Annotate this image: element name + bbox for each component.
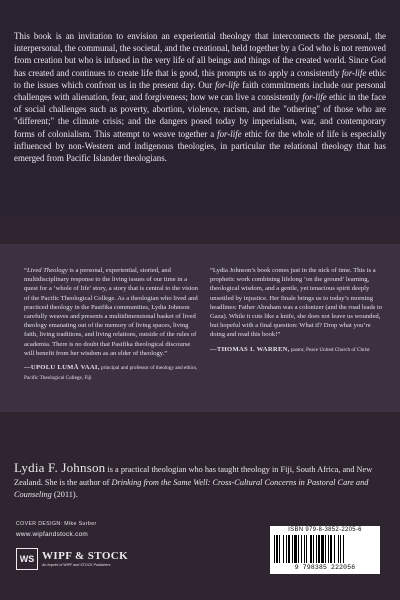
author-bio — [14, 462, 386, 502]
isbn-number: 9 798385 222056 — [294, 564, 356, 571]
description-text: This book is an invitation to envision an experiential theology that interconnects the personal, the interpersonal, the communal, the societal, and the creational, held together by a God who is not removed from creation but who is infused in the very life of all beings and things of the created world. Since God has created and continues to create life that is good, this prompts us to apply a consistently — [14, 31, 386, 78]
endorsement-body: is a personal, experiential, storied, and multidisciplinary response to the living issues of our time in a quest for a ‘whole of life’ story, a story that is central to the vision of the Pacific Theological College. As a theologian who lived and practiced theology in the Pasifika communities, Lydia Johnson carefully weaves and presents a multidimensional basket of lived theology emanating out of the memory of living spaces, living faith, living traditions, and living relations, outside of the rules of academia. There is no doubt that Pasifika theological discourse will benefit from her wisdom as an elder of theology.” — [24, 267, 198, 357]
publisher-website: www.wipfandstock.com — [16, 531, 89, 538]
endorsement-right-text: “Lydia Johnson’s book comes just in the nick of time. This is a prophetic work combining lifelong ‘on the ground’ learning, theological wisdom, and a gentle, yet tenacious spirit deeply unsettled by injustice. Her finale brings us to today’s morning headlines: Father Abraham was a colonizer (and the road leads to Gaza). While it cuts like a knife, she does not leave us wounded, but hopeful with a final question: What if? Drop what you’re doing and read this book!” — [210, 267, 383, 339]
isbn-label: ISBN 979-8-3852-2205-6 — [288, 527, 362, 533]
endorser-title: pastor, Peace United Church of Christ — [289, 346, 370, 353]
endorser-name: —THOMAS I. WARREN, — [210, 345, 290, 353]
description-text: ethic in the face of social challenges such as poverty, abortion, violence, racism, and the "othering" of those who are "different;" the climate crisis; and the dangers posed today by imperialism, war, and contemporary forms of colonialism. This attempt to weave together a — [14, 92, 386, 139]
quoted-book-title: Lived Theology — [26, 267, 68, 274]
cover-design-credit: COVER DESIGN: Mike Surber — [16, 521, 97, 527]
description-text: ethic to the issues which confront us in the present day. Our — [14, 67, 386, 90]
endorser-title: principal and professor of theology and ethics, Pacific Theological College, Fiji — [24, 365, 198, 382]
endorsement-right — [210, 266, 386, 355]
book-description — [14, 30, 386, 164]
description-emphasis: for-life — [302, 92, 327, 103]
endorsement-left-text — [24, 266, 200, 358]
publisher-name: WIPF & STOCK — [42, 550, 129, 562]
description-emphasis: for-life — [217, 128, 242, 139]
author-name: Lydia F. Johnson — [14, 460, 106, 475]
author-bio-text: is a practical theologian who has taught theology in Fiji, South Africa, and New Zealand. She is the author of — [14, 465, 373, 487]
publisher-logo — [16, 548, 129, 572]
author-previous-book: Drinking from the Same Well: Cross-Cultural Concerns in Pastoral Care and Counseling — [14, 477, 369, 499]
description-emphasis: for-life — [214, 79, 240, 90]
description-emphasis: for-life — [341, 67, 367, 78]
endorsement-right-attribution — [210, 345, 386, 355]
publisher-logo-icon: WS — [16, 548, 38, 570]
endorsement-left-attribution — [24, 363, 200, 383]
description-text: ethic for the whole of life is especially influenced by non-Western and indigenous theologies, in particular the relational theology that has emerged from Pacific Islander theologians. — [14, 128, 387, 164]
endorsement-left — [24, 266, 200, 383]
barcode-icon — [274, 535, 376, 563]
author-bio-text: (2011). — [51, 490, 78, 499]
publisher-tagline: An Imprint of WIPF and STOCK Publishers — [42, 563, 111, 567]
endorser-name: —UPOLU LUMĀ VAAI, — [24, 364, 100, 372]
description-text: faith commitments include our personal challenges with alienation, fear, and forgiveness; how we can live a consistently — [14, 79, 386, 103]
isbn-barcode — [270, 526, 380, 574]
quote-mark: “ — [24, 267, 27, 274]
